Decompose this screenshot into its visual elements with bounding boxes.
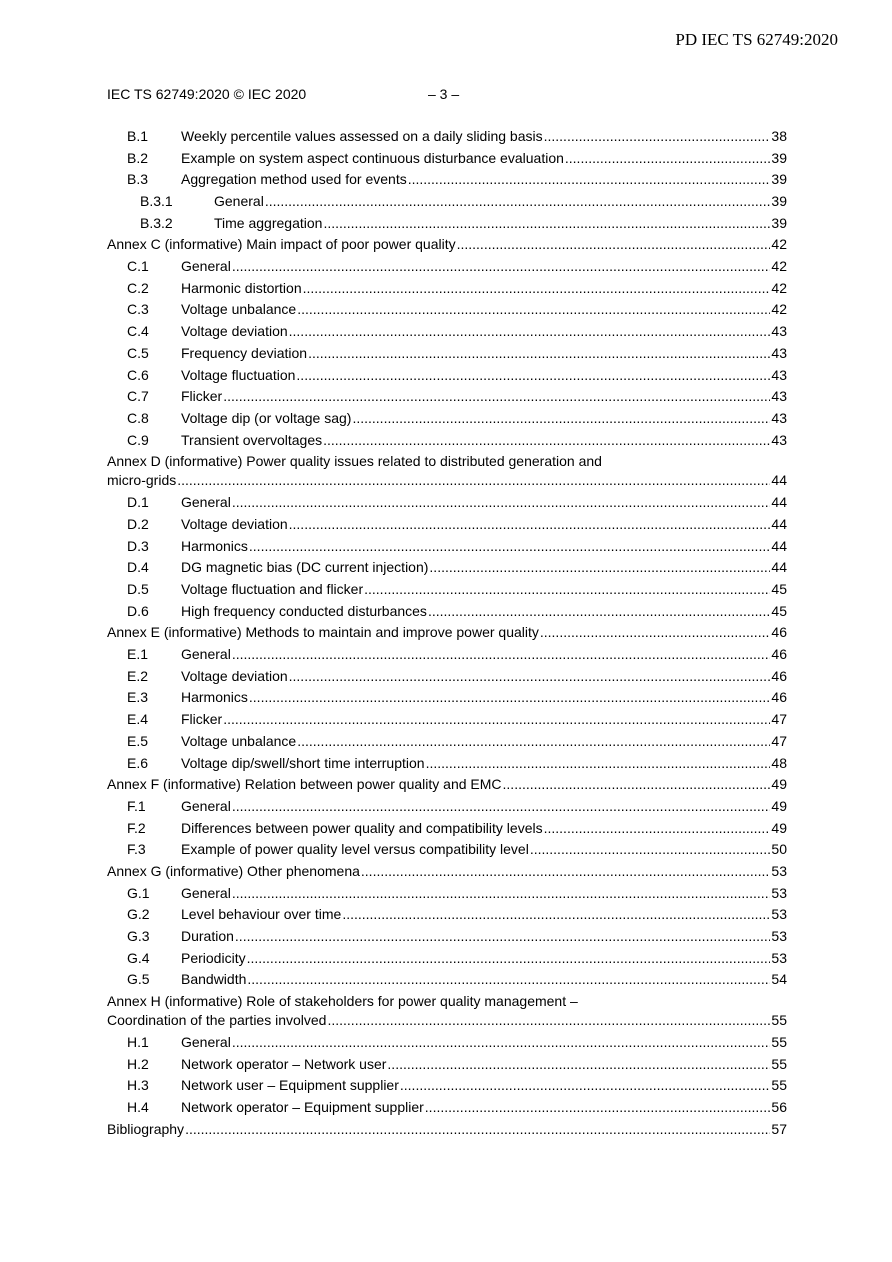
toc-entry-page: 49 (771, 819, 787, 836)
toc-entry[interactable] (107, 948, 787, 970)
toc-entry-title: Periodicity (181, 949, 246, 966)
dot-leader (544, 126, 771, 148)
toc-annex-entry[interactable] (107, 1119, 787, 1141)
dot-leader (426, 753, 771, 775)
toc-entry-number: E.2 (127, 667, 149, 684)
toc-entry-title: General (181, 797, 231, 814)
toc-entry[interactable] (107, 536, 787, 558)
toc-entry-title: Annex F (informative) Relation between power quality and EMC (107, 776, 502, 793)
dot-leader (308, 343, 770, 365)
toc-entry-title: Annex G (informative) Other phenomena (107, 862, 360, 879)
dot-leader (565, 148, 771, 170)
toc-entry-title: Voltage deviation (181, 323, 288, 340)
toc-entry[interactable] (107, 191, 787, 213)
toc-entry-title: Annex E (informative) Methods to maintain and improve power quality (107, 624, 539, 641)
dot-leader (232, 796, 771, 818)
toc-entry-number: E.1 (127, 646, 149, 663)
toc-entry-number: G.5 (127, 971, 150, 988)
dot-leader (232, 256, 771, 278)
dot-leader (177, 471, 770, 490)
dot-leader (400, 1075, 771, 1097)
toc-entry-number: D.2 (127, 515, 149, 532)
toc-entry-number: C.8 (127, 409, 149, 426)
toc-entry-number: F.1 (127, 797, 146, 814)
toc-entry-title: micro-grids (107, 472, 177, 489)
toc-entry-page: 43 (771, 388, 787, 405)
dot-leader (296, 365, 770, 387)
toc-entry-title: Network operator – Network user (181, 1055, 387, 1072)
toc-entry-page: 46 (771, 646, 787, 663)
toc-entry-page: 43 (771, 366, 787, 383)
toc-entry[interactable] (107, 969, 787, 991)
toc-entry-page: 50 (771, 841, 787, 858)
toc-entry-number: G.3 (127, 928, 150, 945)
toc-entry-title: Flicker (181, 711, 223, 728)
toc-entry-number: C.2 (127, 279, 149, 296)
toc-entry-number: C.5 (127, 344, 149, 361)
dot-leader (265, 191, 771, 213)
toc-entry-number: H.3 (127, 1077, 149, 1094)
dot-leader (530, 839, 771, 861)
toc-entry[interactable] (107, 492, 787, 514)
toc-entry-page: 43 (771, 431, 787, 448)
toc-entry[interactable] (107, 148, 787, 170)
toc-annex-entry[interactable] (107, 234, 787, 256)
toc-entry-page: 45 (771, 581, 787, 598)
toc-entry-number: B.3.2 (140, 214, 173, 231)
document-id: PD IEC TS 62749:2020 (675, 30, 838, 49)
dot-leader (223, 709, 770, 731)
dot-leader (425, 1097, 771, 1119)
dot-leader (289, 666, 771, 688)
dot-leader (364, 579, 770, 601)
dot-leader (247, 969, 770, 991)
toc-entry-title: Voltage dip/swell/short time interruption (181, 754, 425, 771)
toc-entry-page: 44 (771, 559, 787, 576)
toc-entry[interactable] (107, 579, 787, 601)
dot-leader (352, 408, 770, 430)
toc-entry[interactable] (107, 343, 787, 365)
dot-leader (361, 861, 771, 883)
dot-leader (289, 514, 771, 536)
toc-entry-number: E.3 (127, 689, 149, 706)
dot-leader (428, 601, 770, 623)
toc-entry-number: C.9 (127, 431, 149, 448)
toc-entry-page: 45 (771, 602, 787, 619)
toc-entry-number: B.1 (127, 127, 149, 144)
toc-entry-page: 42 (771, 236, 787, 253)
dot-leader (232, 644, 771, 666)
toc-entry[interactable] (107, 1054, 787, 1076)
toc-entry[interactable] (107, 169, 787, 191)
toc-entry-title: Bibliography (107, 1120, 185, 1137)
toc-entry[interactable] (107, 1076, 787, 1098)
toc-entry[interactable] (107, 514, 787, 536)
toc-entry-page: 53 (771, 928, 787, 945)
toc-entry-title: General (181, 494, 231, 511)
toc-entry-title: Harmonics (181, 537, 248, 554)
toc-entry-title-line1: Annex D (informative) Power quality issues related to distributed generation and (107, 453, 602, 470)
toc-entry-title: Frequency deviation (181, 344, 308, 361)
toc-entry-page: 39 (771, 193, 787, 210)
dot-leader (342, 904, 770, 926)
toc-entry-number: C.3 (127, 301, 149, 318)
dot-leader (232, 1032, 771, 1054)
toc-entry-title: General (214, 193, 264, 210)
dot-leader (323, 213, 770, 235)
toc-entry-title: Level behaviour over time (181, 906, 342, 923)
toc-entry-number: C.1 (127, 258, 149, 275)
toc-entry-page: 42 (771, 301, 787, 318)
dot-leader (232, 883, 771, 905)
toc-entry-number: H.1 (127, 1034, 149, 1051)
toc-entry[interactable] (107, 644, 787, 666)
dot-leader (408, 169, 771, 191)
dot-leader (223, 386, 770, 408)
toc-entry-page: 44 (771, 515, 787, 532)
toc-entry-title: Duration (181, 928, 234, 945)
toc-entry-title: Flicker (181, 388, 223, 405)
toc-entry[interactable] (107, 666, 787, 688)
toc-entry-title: General (181, 884, 231, 901)
dot-leader (232, 492, 771, 514)
toc-entry-page: 57 (771, 1120, 787, 1137)
toc-entry-title: Harmonics (181, 689, 248, 706)
toc-entry[interactable] (107, 709, 787, 731)
dot-leader (289, 321, 771, 343)
toc-entry-title: Harmonic distortion (181, 279, 302, 296)
dot-leader (249, 687, 771, 709)
toc-entry-page: 55 (771, 1055, 787, 1072)
toc-entry-page: 43 (771, 409, 787, 426)
toc-entry-page: 42 (771, 279, 787, 296)
toc-entry[interactable] (107, 1032, 787, 1054)
toc-entry-number: F.3 (127, 841, 146, 858)
toc-entry-number: G.2 (127, 906, 150, 923)
toc-entry-page: 56 (771, 1099, 787, 1116)
dot-leader (297, 731, 770, 753)
toc-entry-title: Bandwidth (181, 971, 247, 988)
toc-entry-title: General (181, 258, 231, 275)
dot-leader (457, 234, 771, 256)
toc-entry[interactable] (107, 256, 787, 278)
toc-entry-number: G.4 (127, 949, 150, 966)
toc-entry-number: E.6 (127, 754, 149, 771)
toc-entry[interactable] (107, 926, 787, 948)
toc-entry-title: Aggregation method used for events (181, 171, 407, 188)
toc-entry-title: Example of power quality level versus compatibility level (181, 841, 529, 858)
toc-entry-title: General (181, 1034, 231, 1051)
toc-entry-title: General (181, 646, 231, 663)
running-head: IEC TS 62749:2020 © IEC 2020 (107, 86, 307, 102)
toc-entry-page: 49 (771, 776, 787, 793)
toc-entry-page: 44 (771, 494, 787, 511)
toc-entry-page: 43 (771, 344, 787, 361)
toc-entry-title: Network operator – Equipment supplier (181, 1099, 424, 1116)
toc-entry-title: Voltage unbalance (181, 301, 297, 318)
toc-entry-title: Voltage fluctuation (181, 366, 296, 383)
toc-entry[interactable] (107, 601, 787, 623)
toc-annex-entry[interactable] (107, 774, 787, 796)
toc-entry-page: 44 (771, 472, 787, 489)
toc-entry-page: 54 (771, 971, 787, 988)
toc-entry-page: 53 (771, 884, 787, 901)
toc-entry[interactable] (107, 278, 787, 300)
toc-entry[interactable] (107, 839, 787, 861)
toc-entry[interactable] (107, 731, 787, 753)
toc-entry-number: D.1 (127, 494, 149, 511)
toc-entry[interactable] (107, 904, 787, 926)
toc-entry-page: 38 (771, 127, 787, 144)
toc-entry-number: E.5 (127, 732, 149, 749)
toc-entry[interactable] (107, 408, 787, 430)
toc-entry-page: 47 (771, 732, 787, 749)
toc-entry-title: Example on system aspect continuous disturbance evaluation (181, 149, 564, 166)
toc-entry-page: 46 (771, 624, 787, 641)
toc-entry-page: 53 (771, 906, 787, 923)
toc-entry-page: 49 (771, 797, 787, 814)
dot-leader (185, 1119, 770, 1141)
toc-entry-page: 39 (771, 214, 787, 231)
toc-entry-title: Weekly percentile values assessed on a daily sliding basis (181, 127, 543, 144)
dot-leader (249, 536, 771, 558)
toc-entry-title: Coordination of the parties involved (107, 1012, 327, 1029)
toc-entry[interactable] (107, 300, 787, 322)
toc-entry-title: Voltage fluctuation and flicker (181, 581, 364, 598)
toc-entry-title: Transient overvoltages (181, 431, 323, 448)
toc-entry[interactable] (107, 883, 787, 905)
toc-entry-number: D.4 (127, 559, 149, 576)
toc-entry-title: Differences between power quality and compatibility levels (181, 819, 543, 836)
toc-entry[interactable] (107, 753, 787, 775)
dot-leader (540, 622, 771, 644)
toc-entry-number: H.2 (127, 1055, 149, 1072)
toc-entry[interactable] (107, 557, 787, 579)
dot-leader (544, 818, 771, 840)
toc-entry-number: D.3 (127, 537, 149, 554)
toc-entry[interactable] (107, 321, 787, 343)
toc-entry-page: 42 (771, 258, 787, 275)
toc-entry-page: 46 (771, 667, 787, 684)
toc-entry[interactable] (107, 688, 787, 710)
toc-entry[interactable] (107, 365, 787, 387)
toc-entry[interactable] (107, 386, 787, 408)
toc-entry-page: 47 (771, 711, 787, 728)
dot-leader (429, 557, 770, 579)
toc-entry[interactable] (107, 126, 787, 148)
toc-entry-page: 44 (771, 537, 787, 554)
toc-entry-title: Voltage dip (or voltage sag) (181, 409, 352, 426)
toc-entry-page: 48 (771, 754, 787, 771)
dot-leader (303, 278, 771, 300)
toc-entry-page: 46 (771, 689, 787, 706)
toc-entry-title: Voltage deviation (181, 667, 288, 684)
toc-entry-number: E.4 (127, 711, 149, 728)
toc-entry-title-line1: Annex H (informative) Role of stakeholders for power quality management – (107, 993, 578, 1010)
table-of-contents (107, 126, 787, 1141)
toc-entry-title: High frequency conducted disturbances (181, 602, 427, 619)
dot-leader (247, 948, 771, 970)
toc-entry-title: Voltage unbalance (181, 732, 297, 749)
toc-entry[interactable] (107, 1097, 787, 1119)
toc-entry-number: C.4 (127, 323, 149, 340)
toc-entry-title: Voltage deviation (181, 515, 288, 532)
dot-leader (323, 430, 770, 452)
toc-entry-page: 39 (771, 149, 787, 166)
toc-annex-entry[interactable] (107, 451, 787, 490)
toc-entry[interactable] (107, 796, 787, 818)
dot-leader (235, 926, 771, 948)
dot-leader (297, 299, 770, 321)
dot-leader (387, 1054, 770, 1076)
toc-entry-number: D.5 (127, 581, 149, 598)
toc-entry-page: 53 (771, 949, 787, 966)
toc-entry-number: G.1 (127, 884, 150, 901)
toc-entry-title: Time aggregation (214, 214, 323, 231)
toc-entry-number: H.4 (127, 1099, 149, 1116)
toc-entry-number: B.2 (127, 149, 149, 166)
toc-entry-number: C.6 (127, 366, 149, 383)
toc-annex-entry[interactable] (107, 861, 787, 883)
page-number: – 3 – (428, 86, 460, 102)
toc-entry-page: 55 (771, 1077, 787, 1094)
toc-entry-number: B.3.1 (140, 193, 173, 210)
toc-entry-title: DG magnetic bias (DC current injection) (181, 559, 429, 576)
toc-entry-number: C.7 (127, 388, 149, 405)
dot-leader (503, 774, 771, 796)
toc-entry-page: 53 (771, 862, 787, 879)
toc-entry[interactable] (107, 818, 787, 840)
toc-entry[interactable] (107, 213, 787, 235)
toc-entry-number: D.6 (127, 602, 149, 619)
toc-entry-page: 43 (771, 323, 787, 340)
toc-entry[interactable] (107, 430, 787, 452)
toc-entry-page: 55 (771, 1012, 787, 1029)
toc-annex-entry[interactable] (107, 622, 787, 644)
toc-entry-page: 39 (771, 171, 787, 188)
toc-entry-title: Annex C (informative) Main impact of poor power quality (107, 236, 456, 253)
toc-entry-page: 55 (771, 1034, 787, 1051)
toc-entry-title: Network user – Equipment supplier (181, 1077, 399, 1094)
toc-annex-entry[interactable] (107, 991, 787, 1030)
toc-entry-number: B.3 (127, 171, 149, 188)
toc-entry-number: F.2 (127, 819, 146, 836)
dot-leader (327, 1011, 770, 1030)
